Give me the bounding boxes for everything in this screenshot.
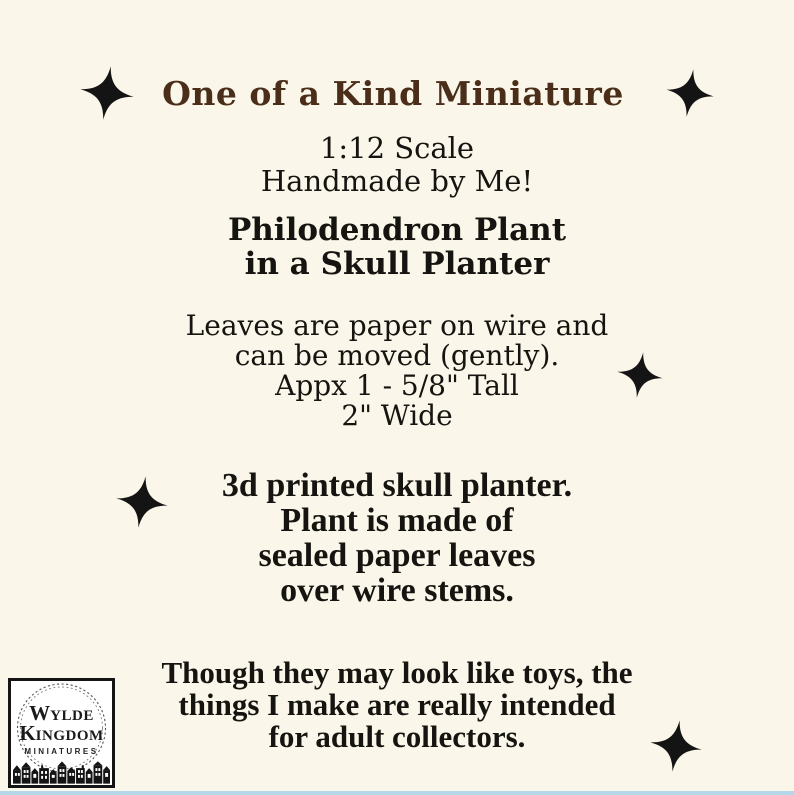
logo-word-kingdom <box>11 723 112 744</box>
details-line: Appx 1 - 5/8" Tall <box>275 369 519 402</box>
sparkle-icon <box>614 347 667 403</box>
materials-line: 3d printed skull planter. <box>221 467 573 504</box>
disclaimer-line: for adult collectors. <box>268 719 526 754</box>
logo-initial: W <box>29 701 51 725</box>
logo-rest: YLDE <box>50 708 94 724</box>
materials-line: sealed paper leaves <box>258 537 536 574</box>
product-name-line2: in a Skull Planter <box>244 246 550 282</box>
product-name-line1: Philodendron Plant <box>227 212 567 248</box>
scale-subtitle <box>0 132 794 198</box>
scale-text: 1:12 Scale <box>319 131 475 165</box>
product-name <box>0 213 794 281</box>
logo-rest: INGDOM <box>35 728 104 744</box>
sparkle-icon <box>76 61 138 126</box>
details-line: can be moved (gently). <box>234 339 560 372</box>
materials-line: Plant is made of <box>280 502 514 539</box>
details-line: 2" Wide <box>341 399 453 432</box>
materials-paragraph <box>0 468 794 608</box>
title-row <box>0 64 794 122</box>
houses-skyline-icon <box>13 760 110 784</box>
details-line: Leaves are paper on wire and <box>185 309 609 342</box>
materials-line: over wire stems. <box>280 572 514 609</box>
disclaimer-line: Though they may look like toys, the <box>161 655 633 690</box>
logo-subtext: MINIATURES <box>24 747 99 756</box>
sparkle-icon <box>646 715 705 778</box>
page-title: One of a Kind Miniature <box>162 73 624 113</box>
sparkle-icon <box>662 64 717 122</box>
bottom-edge-strip <box>0 791 794 795</box>
details-paragraph <box>0 311 794 431</box>
disclaimer-line: things I make are really intended <box>178 687 616 722</box>
logo-initial: K <box>19 721 36 745</box>
handmade-text: Handmade by Me! <box>260 164 534 198</box>
wylde-kingdom-logo <box>8 678 115 788</box>
